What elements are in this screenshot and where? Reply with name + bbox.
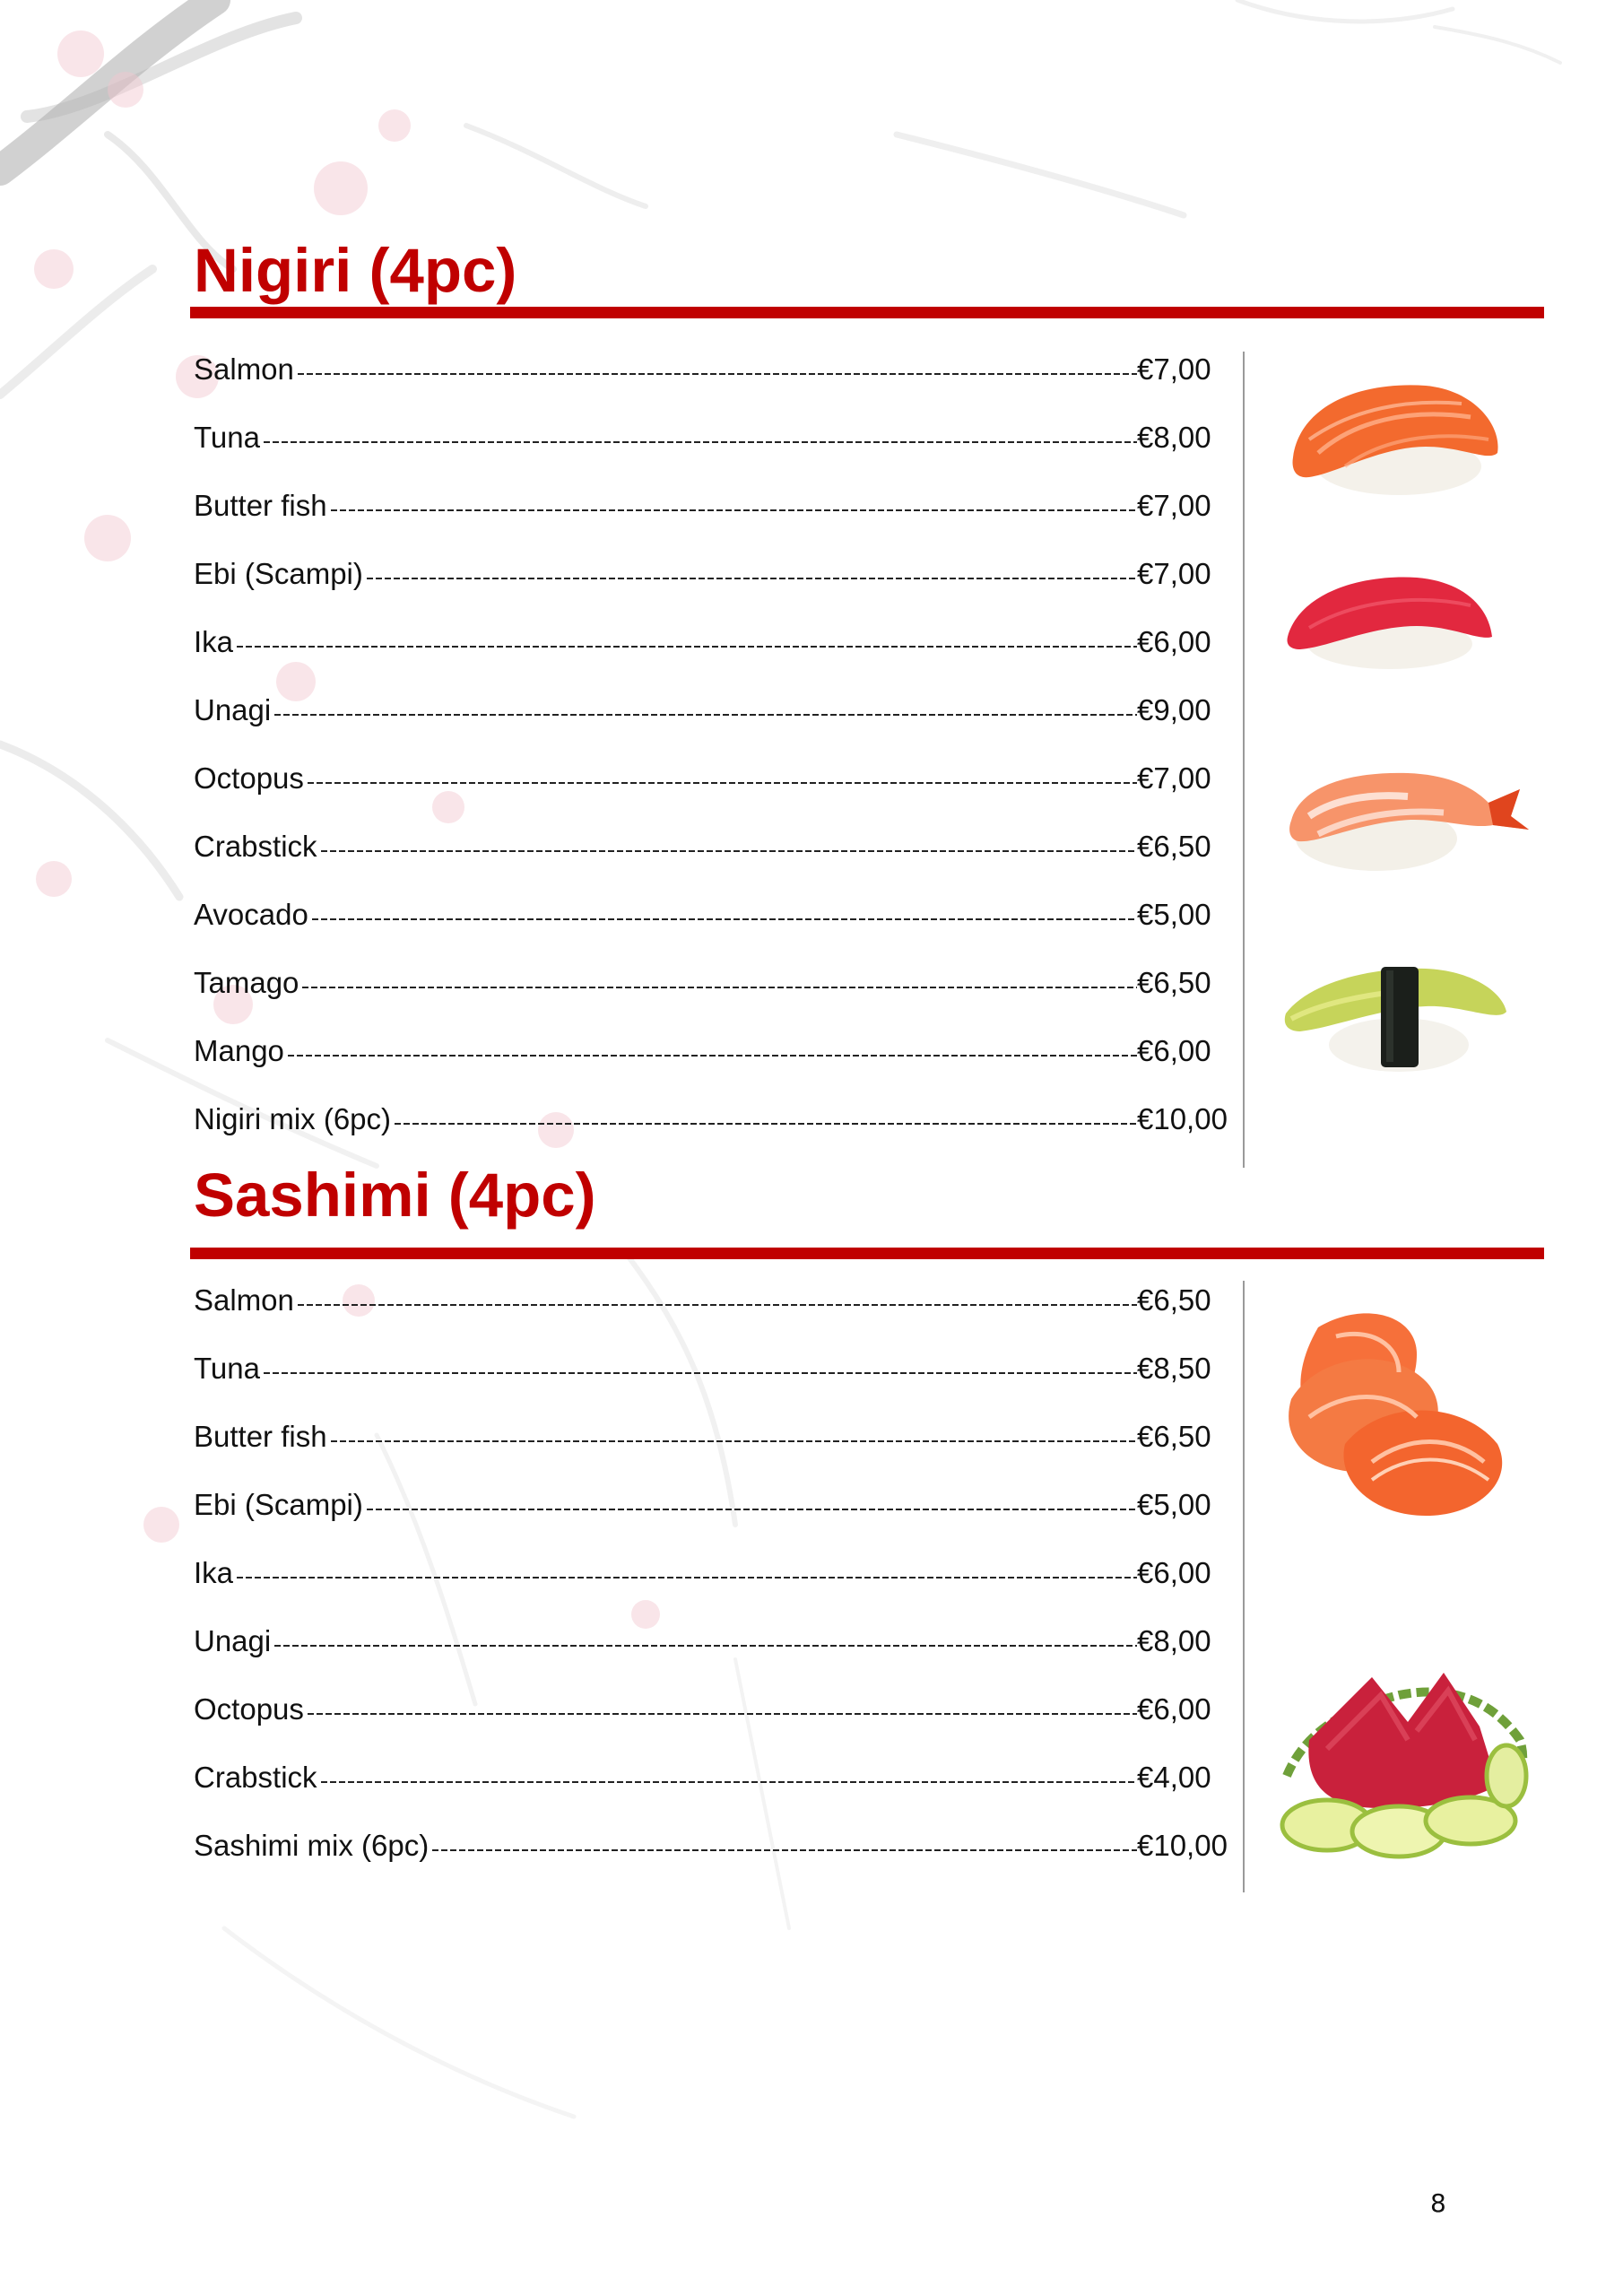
dot-leader — [331, 1440, 1137, 1442]
item-price: €7,00 — [1137, 557, 1211, 590]
item-name: Unagi — [194, 693, 272, 726]
item-price: €10,00 — [1137, 1102, 1228, 1135]
dot-leader — [308, 1713, 1137, 1715]
nigiri-divider — [1243, 352, 1245, 1168]
dot-leader — [367, 578, 1137, 579]
item-name: Ebi (Scampi) — [194, 557, 363, 590]
dot-leader — [288, 1055, 1137, 1057]
menu-item-unagi — [194, 1607, 1234, 1675]
item-name: Tamago — [194, 966, 299, 999]
dot-leader — [274, 1645, 1137, 1647]
menu-item-tamago — [194, 949, 1234, 1017]
ebi-nigiri-image — [1282, 753, 1533, 879]
item-name: Salmon — [194, 1283, 294, 1317]
sashimi-divider — [1243, 1281, 1245, 1892]
item-price: €8,50 — [1137, 1352, 1211, 1385]
menu-item-ika — [194, 1539, 1234, 1607]
menu-item-crabstick — [194, 813, 1234, 881]
salmon-sashimi-image — [1282, 1300, 1524, 1525]
item-name: Avocado — [194, 898, 308, 931]
item-price: €7,00 — [1137, 352, 1211, 386]
section-title-sashimi: Sashimi (4pc) — [194, 1161, 596, 1230]
item-price: €6,00 — [1137, 1556, 1211, 1589]
item-name: Crabstick — [194, 1761, 317, 1794]
menu-item-nigiri-mix — [194, 1085, 1234, 1153]
item-name: Ika — [194, 625, 234, 658]
menu-item-unagi — [194, 676, 1234, 744]
sashimi-price-list — [194, 1266, 1234, 1880]
item-name: Ika — [194, 1556, 234, 1589]
item-price: €5,00 — [1137, 1488, 1211, 1521]
menu-item-butter-fish — [194, 472, 1234, 540]
item-name: Nigiri mix (6pc) — [194, 1102, 392, 1135]
menu-item-avocado — [194, 881, 1234, 949]
item-price: €4,00 — [1137, 1761, 1211, 1794]
menu-item-ika — [194, 608, 1234, 676]
item-price: €8,00 — [1137, 421, 1211, 454]
item-price: €6,00 — [1137, 625, 1211, 658]
dot-leader — [367, 1509, 1137, 1510]
item-price: €5,00 — [1137, 898, 1211, 931]
menu-item-salmon — [194, 1266, 1234, 1335]
menu-item-salmon — [194, 335, 1234, 404]
dot-leader — [321, 850, 1137, 852]
tuna-sashimi-image — [1273, 1641, 1533, 1866]
item-price: €6,50 — [1137, 1420, 1211, 1453]
dot-leader — [298, 373, 1137, 375]
dot-leader — [264, 441, 1137, 443]
item-price: €6,50 — [1137, 830, 1211, 863]
item-name: Octopus — [194, 761, 304, 795]
dot-leader — [432, 1849, 1137, 1851]
item-name: Octopus — [194, 1692, 304, 1726]
avocado-nigiri-image — [1282, 951, 1515, 1076]
item-price: €9,00 — [1137, 693, 1211, 726]
menu-item-octopus — [194, 744, 1234, 813]
section-rule-sashimi — [190, 1248, 1544, 1259]
dot-leader — [237, 1577, 1137, 1578]
menu-item-crabstick — [194, 1744, 1234, 1812]
dot-leader — [237, 646, 1137, 648]
dot-leader — [331, 509, 1137, 511]
dot-leader — [321, 1781, 1137, 1783]
salmon-nigiri-image — [1282, 368, 1506, 502]
dot-leader — [312, 918, 1137, 920]
dot-leader — [302, 987, 1137, 988]
menu-item-tuna — [194, 1335, 1234, 1403]
item-price: €6,00 — [1137, 1034, 1211, 1067]
menu-item-butter-fish — [194, 1403, 1234, 1471]
section-title-nigiri: Nigiri (4pc) — [194, 236, 517, 305]
item-name: Mango — [194, 1034, 284, 1067]
item-name: Tuna — [194, 1352, 260, 1385]
page-number: 8 — [1430, 2188, 1446, 2218]
nigiri-price-list — [194, 335, 1234, 1153]
item-name: Sashimi mix (6pc) — [194, 1829, 430, 1862]
item-price: €10,00 — [1137, 1829, 1228, 1862]
menu-item-tuna — [194, 404, 1234, 472]
dot-leader — [308, 782, 1137, 784]
menu-item-mango — [194, 1017, 1234, 1085]
item-name: Butter fish — [194, 1420, 327, 1453]
dot-leader — [274, 714, 1137, 716]
item-price: €7,00 — [1137, 761, 1211, 795]
tuna-nigiri-image — [1282, 565, 1497, 673]
item-name: Ebi (Scampi) — [194, 1488, 363, 1521]
dot-leader — [264, 1372, 1137, 1374]
dot-leader — [298, 1304, 1137, 1306]
menu-item-octopus — [194, 1675, 1234, 1744]
menu-item-ebi — [194, 1471, 1234, 1539]
item-name: Crabstick — [194, 830, 317, 863]
dot-leader — [395, 1123, 1137, 1125]
item-price: €6,50 — [1137, 966, 1211, 999]
menu-item-ebi — [194, 540, 1234, 608]
item-name: Tuna — [194, 421, 260, 454]
item-price: €8,00 — [1137, 1624, 1211, 1657]
item-name: Butter fish — [194, 489, 327, 522]
item-price: €6,50 — [1137, 1283, 1211, 1317]
menu-item-sashimi-mix — [194, 1812, 1234, 1880]
item-name: Unagi — [194, 1624, 272, 1657]
item-price: €6,00 — [1137, 1692, 1211, 1726]
item-price: €7,00 — [1137, 489, 1211, 522]
section-rule-nigiri — [190, 307, 1544, 318]
item-name: Salmon — [194, 352, 294, 386]
